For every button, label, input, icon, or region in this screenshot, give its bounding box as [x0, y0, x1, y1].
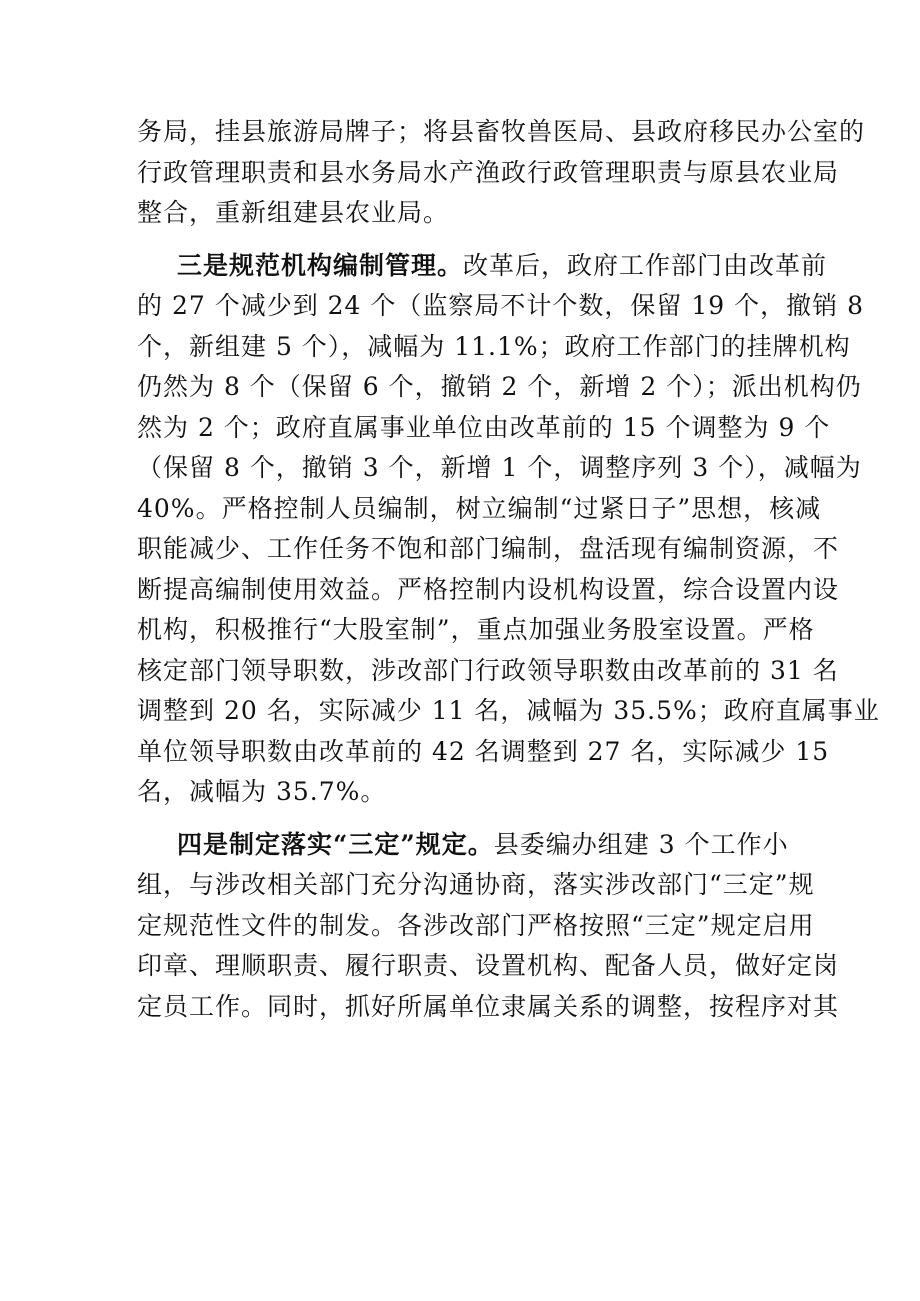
paragraph-2-line: （保留 8 个，撤销 3 个，新增 1 个，调整序列 3 个），减幅为: [137, 453, 862, 482]
paragraph-3-first-line-text: 县委编办组建 3 个工作小: [493, 829, 789, 859]
paragraph-3-line: 组，与涉改相关部门充分沟通协商，落实涉改部门“三定”规: [137, 870, 815, 899]
paragraph-3-line-1: [137, 825, 789, 866]
paragraph-3-line: 印章、理顺职责、履行职责、设置机构、配备人员，做好定岗: [137, 951, 840, 980]
paragraph-2-line: 名，减幅为 35.7%。: [137, 777, 387, 806]
paragraph-2-line: 断提高编制使用效益。严格控制内设机构设置，综合设置内设: [137, 574, 840, 604]
paragraph-3-line: 定规范性文件的制发。各涉改部门严格按照“三定”规定启用: [137, 910, 815, 940]
paragraph-2-line: 机构，积极推行“大股室制”，重点加强业务股室设置。严格: [137, 615, 815, 644]
paragraph-1-line-3: 整合，重新组建县农业局。: [137, 198, 450, 227]
paragraph-3-heading: 四是制定落实“三定”规定。: [177, 829, 494, 859]
paragraph-2-line: 单位领导职数由改革前的 42 名调整到 27 名，实际减少 15: [137, 736, 830, 766]
paragraph-2-line: 核定部门领导职数，涉改部门行政领导职数由改革前的 31 名: [137, 655, 839, 685]
paragraph-2-line: 40%。严格控制人员编制，树立编制“过紧日子”思想，核减: [137, 493, 822, 523]
paragraph-3-line: 定员工作。同时，抓好所属单位隶属关系的调整，按程序对其: [137, 991, 840, 1021]
paragraph-2-line: 仍然为 8 个（保留 6 个，撤销 2 个，新增 2 个）；派出机构仍: [137, 372, 862, 401]
paragraph-2-line-1: [137, 246, 828, 287]
paragraph-1-line-2: 行政管理职责和县水务局水产渔政行政管理职责与原县农业局: [137, 157, 840, 187]
paragraph-2-first-line-text: 改革后，政府工作部门由改革前: [463, 250, 828, 280]
document-body: [137, 112, 880, 1027]
paragraph-2-line: 调整到 20 名，实际减少 11 名，减幅为 35.5%；政府直属事业: [137, 696, 880, 725]
paragraph-2-heading: 三是规范机构编制管理。: [177, 250, 464, 280]
paragraph-2-line: 然为 2 个；政府直属事业单位由改革前的 15 个调整为 9 个: [137, 412, 831, 442]
paragraph-2-line: 职能减少、工作任务不饱和部门编制，盘活现有编制资源，不: [137, 534, 840, 563]
paragraph-2-line: 的 27 个减少到 24 个（监察局不计个数，保留 19 个，撤销 8: [137, 291, 864, 320]
paragraph-1-line-1: 务局，挂县旅游局牌子；将县畜牧兽医局、县政府移民办公室的: [137, 117, 866, 146]
paragraph-2-line: 个，新组建 5 个），减幅为 11.1%；政府工作部门的挂牌机构: [137, 331, 851, 361]
